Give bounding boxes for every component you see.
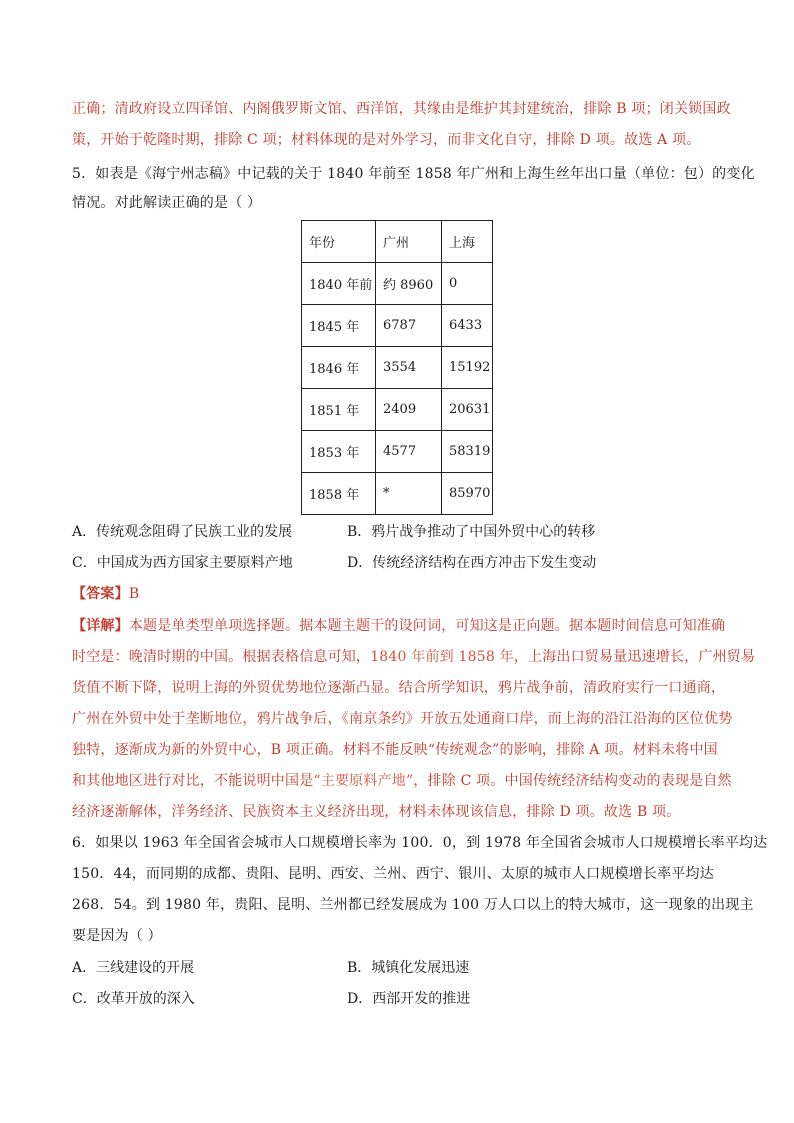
q5-stem-line2: 情况。对此解读正确的是（ ） <box>72 195 262 211</box>
table-cell: 4577 <box>376 431 442 473</box>
table-cell: 58319 <box>442 431 493 473</box>
table-row <box>302 473 493 515</box>
answer-value: B <box>128 586 140 602</box>
detail-highlight: “主要原料产地” <box>313 773 414 789</box>
q6-stem-line3: 268．54。到 1980 年，贵阳、昆明、兰州都已经发展成为 100 万人口以上的特大城市，这一现象的出现主 <box>72 897 754 913</box>
prev-explanation-line2: 策，开始于乾隆时期，排除 C 项；材料体现的是对外学习，而非文化自守，排除 D 项。故选 A 项。 <box>72 132 701 148</box>
table-row <box>302 431 493 473</box>
table-row <box>302 263 493 305</box>
q5-detail-line1 <box>72 616 732 636</box>
q5-detail-line6 <box>72 771 732 791</box>
q6-stem-line1: 6．如果以 1963 年全国省会城市人口规模增长率为 100．0，到 1978 年全国省会城市人口规模增长率平均达 <box>72 835 768 851</box>
table-cell: 1858 年 <box>302 473 376 515</box>
q5-detail-line5: 独特，逐渐成为新的外贸中心，B 项正确。材料不能反映“传统观念”的影响，排除 A 项。材料未将中国 <box>72 742 718 758</box>
detail-text: ，排除 C 项。中国传统经济结构变动的表现是自然 <box>413 773 732 789</box>
table-cell: 15192 <box>442 347 493 389</box>
table-cell: 85970 <box>442 473 493 515</box>
table-header-cell: 年份 <box>302 221 376 263</box>
table-cell: 1853 年 <box>302 431 376 473</box>
table-row <box>302 347 493 389</box>
detail-text: 本题是单类型单项选择题。据本题主题干的设问词，可知这是正向题。据本题时间信息可知准确 <box>128 618 726 634</box>
detail-tag: 【详解】 <box>72 618 129 634</box>
q6-option-c: C．改革开放的深入 <box>72 991 195 1007</box>
table-cell: 20631 <box>442 389 493 431</box>
table-cell: 2409 <box>376 389 442 431</box>
table-cell: 3554 <box>376 347 442 389</box>
table-cell: 6787 <box>376 305 442 347</box>
table-cell: 1845 年 <box>302 305 376 347</box>
detail-text: 时空是：晚清时期的中国。根据表格信息可知， <box>72 649 371 665</box>
table-cell: * <box>376 473 442 515</box>
q5-detail-line2 <box>72 647 756 667</box>
detail-highlight: 1840 年前到 1858 年 <box>370 649 514 665</box>
table-row <box>302 305 493 347</box>
table-row <box>302 389 493 431</box>
table-header-row <box>302 221 493 263</box>
q5-option-d: D．传统经济结构在西方冲击下发生变动 <box>347 555 597 571</box>
detail-text: ，上海出口贸易量迅速增长，广州贸易 <box>513 649 756 665</box>
q5-detail-line4: 广州在外贸中处于垄断地位，鸦片战争后，《南京条约》开放五处通商口岸，而上海的沿江沿海的区位优势 <box>72 711 733 727</box>
table-cell: 1840 年前 <box>302 263 376 305</box>
table-cell: 约 8960 <box>376 263 442 305</box>
table-cell: 1851 年 <box>302 389 376 431</box>
q5-stem-line1: 5．如表是《海宁州志稿》中记载的关于 1840 年前至 1858 年广州和上海生丝年出口量（单位：包）的变化 <box>72 166 755 182</box>
q5-detail-line7: 经济逐渐解体，洋务经济、民族资本主义经济出现，材料未体现该信息，排除 D 项。故选 B 项。 <box>72 804 681 820</box>
q6-option-a: A．三线建设的开展 <box>72 960 195 976</box>
q5-option-c: C．中国成为西方国家主要原料产地 <box>72 555 293 571</box>
q5-option-b: B．鸦片战争推动了中国外贸中心的转移 <box>347 524 596 540</box>
q5-option-a: A．传统观念阻碍了民族工业的发展 <box>72 524 293 540</box>
table-cell: 6433 <box>442 305 493 347</box>
q5-answer <box>72 584 732 604</box>
silk-export-table <box>301 220 493 515</box>
table-cell: 1846 年 <box>302 347 376 389</box>
q6-stem-line2: 150．44，而同期的成都、贵阳、昆明、西安、兰州、西宁、银川、太原的城市人口规模增长率平均达 <box>72 866 714 882</box>
table-header-cell: 上海 <box>442 221 493 263</box>
q6-stem-line4: 要是因为（ ） <box>72 928 162 944</box>
detail-text: 和其他地区进行对比，不能说明中国是 <box>72 773 314 789</box>
table-header-cell: 广州 <box>376 221 442 263</box>
q6-option-d: D．西部开发的推进 <box>347 991 471 1007</box>
q6-option-b: B．城镇化发展迅速 <box>347 960 470 976</box>
prev-explanation-line1: 正确；清政府设立四译馆、内阁俄罗斯文馆、西洋馆，其缘由是维护其封建统治，排除 B 项；闭关锁国政 <box>72 101 731 117</box>
answer-tag: 【答案】 <box>72 586 129 602</box>
table-cell: 0 <box>442 263 493 305</box>
q5-detail-line3: 货值不断下降，说明上海的外贸优势地位逐渐凸显。结合所学知识，鸦片战争前，清政府实行一口通商， <box>72 680 726 696</box>
